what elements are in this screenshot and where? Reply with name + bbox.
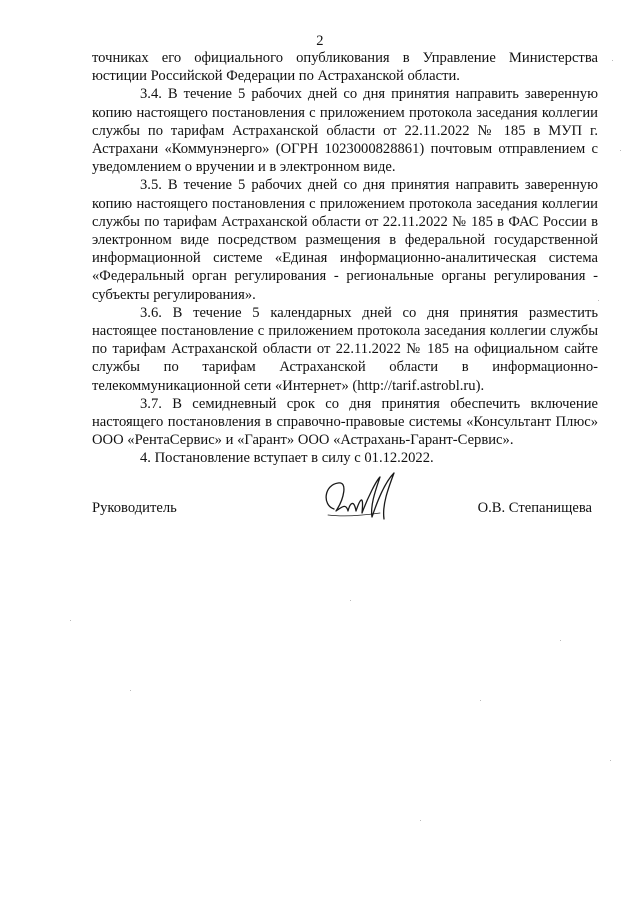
paragraph-3-7: 3.7. В семидневный срок со дня принятия обеспечить включение настоящего постановления в справочно-правовые системы «Консультант Плюс» ООО «РентаСервис» и «Гарант» ООО «Астрахань-Гарант-Сервис». <box>92 395 598 449</box>
paragraph-3-6: 3.6. В течение 5 календарных дней со дня принятия разместить настоящее постановление с приложением протокола заседания коллегии службы по тарифам Астраханской области от 22.11.2022 № 185 на официальном сайте службы по тарифам Астраханской области в информационно-телекоммуникационной сети «Интернет» (http://tarif.astrobl.ru). <box>92 304 598 394</box>
page-number: 2 <box>316 33 324 49</box>
signer-name: О.В. Степанищева <box>477 500 592 516</box>
signature-block <box>92 500 598 524</box>
document-body <box>92 49 598 468</box>
paragraph-3-5: 3.5. В течение 5 рабочих дней со дня принятия направить заверенную копию настоящего постановления с приложением протокола заседания коллегии службы по тарифам Астраханской области от 22.11.2022 № 185 в ФАС России в электронном виде посредством размещения в федеральной государственной информационной системе «Единая информационно-аналитическая система «Федеральный орган регулирования - региональные органы регулирования - субъекты регулирования». <box>92 177 598 303</box>
paragraph-3-4: 3.4. В течение 5 рабочих дней со дня принятия направить заверенную копию настоящего постановления с приложением протокола заседания коллегии службы по тарифам Астраханской области от 22.11.2022 № 185 в МУП г. Астрахани «Коммунэнерго» (ОГРН 1023000828861) почтовым отправлением с уведомлением о вручении и в электронном виде. <box>92 86 598 176</box>
signer-position: Руководитель <box>92 500 177 516</box>
paragraph-continuation: точниках его официального опубликования в Управление Министерства юстиции Российской Федерации по Астраханской области. <box>92 50 598 85</box>
handwritten-signature <box>314 469 414 525</box>
paragraph-4: 4. Постановление вступает в силу с 01.12.2022. <box>140 450 434 467</box>
